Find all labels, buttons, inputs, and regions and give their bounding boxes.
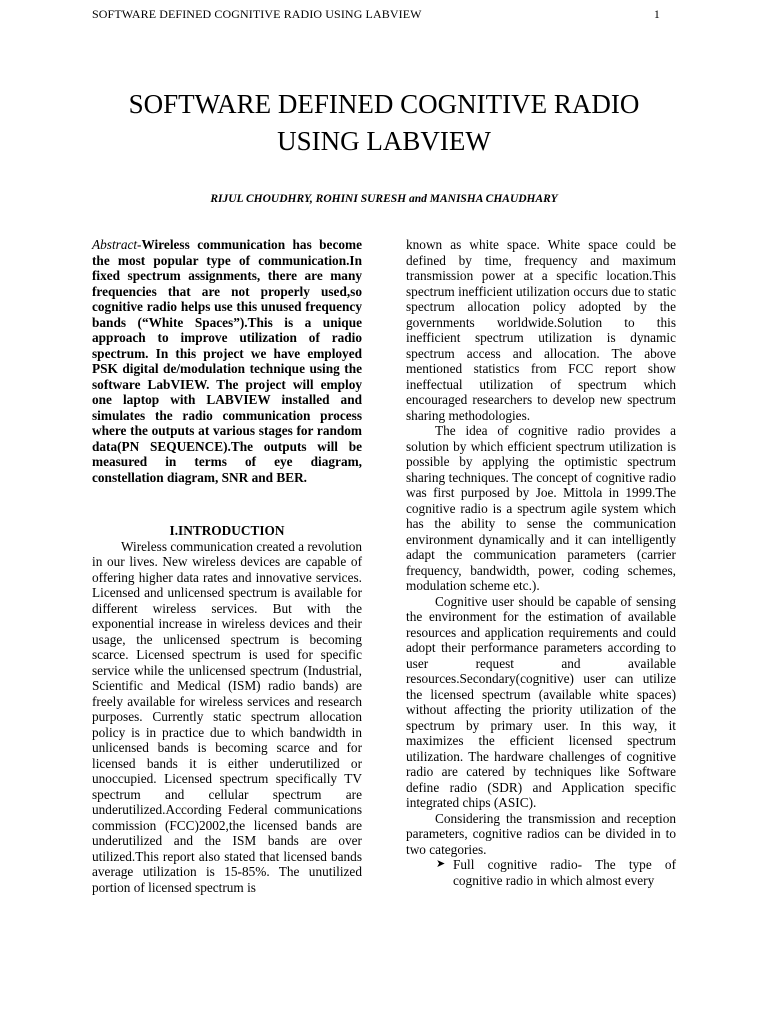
- intro-paragraph-2: The idea of cognitive radio provides a solution by which efficient spectrum utilization is possible by applying the optimistic spectrum sharing techniques. The concept of cognitive radio was first purposed by Joe. Mittola in 1999.The cognitive radio is a spectrum agile system which has the ability to sense the communication environment dynamically and it can intelligently adapt the communication parameters (carrier frequency, bandwidth, power, coding schemes, modulation scheme etc.).: [406, 423, 676, 593]
- running-title: SOFTWARE DEFINED COGNITIVE RADIO USING LABVIEW: [92, 7, 422, 21]
- intro-paragraph-1: Wireless communication created a revolution in our lives. New wireless devices are capable of offering higher data rates and innovative services. Licensed and unlicensed spectrum is available for different wireless services. But with the exponential increase in wireless devices and their usage, the unlicensed spectrum is becoming scarce. Licensed spectrum is used for specific service while the unlicensed spectrum (Industrial, Scientific and Medical (ISM) radio bands) are freely available for wireless services and research purposes. Currently static spectrum allocation policy is in practice due to which bandwidth in unlicensed bands is becoming scarce and for licensed bands it is either underutilized or unoccupied. Licensed spectrum specifically TV spectrum and cellular spectrum are underutilized.According Federal communications commission (FCC)2002,the licensed bands are underutilized and the ISM bands are over utilized.This report also stated that licensed bands average utilization is 15-85%. The unutilized portion of licensed spectrum is: [92, 538, 362, 895]
- intro-paragraph-4: Considering the transmission and reception parameters, cognitive radios can be divided in to two categories.: [406, 810, 676, 857]
- abstract-label: Abstract-: [92, 237, 142, 252]
- abstract-text: Wireless communication has become the most popular type of communication.In fixed spectrum assignments, there are many frequencies that are not properly used,so cognitive radio helps use this unused frequency bands (“White Spaces”).This is a unique approach to improve utilization of radio spectrum. In this project we have employed PSK digital de/modulation technique using the software LabVIEW. The project will employ one laptop with LABVIEW installed and simulates the radio communication process where the outputs at various stages for random data(PN SEQUENCE).The outputs will be measured in terms of eye diagram, constellation diagram, SNR and BER.: [92, 237, 362, 485]
- running-header: [92, 7, 660, 22]
- page-number: 1: [653, 7, 660, 21]
- paper-title-line2: USING LABVIEW: [277, 126, 491, 156]
- bullet-item-text: Full cognitive radio- The type of cognitive radio in which almost every: [453, 857, 676, 888]
- section-heading-introduction: I.INTRODUCTION: [169, 523, 285, 538]
- paper-authors: RIJUL CHOUDHRY, ROHINI SURESH and MANISHA CHAUDHARY: [210, 193, 558, 205]
- intro-paragraph-1-continued: known as white space. White space could be defined by time, frequency and maximum transmission power at a specific location.This spectrum inefficient utilization occurs due to static spectrum allocation policy adopted by the governments worldwide.Solution to this inefficient spectrum utilization is dynamic spectrum access and allocation. The above mentioned statistics from FCC report show ineffectual utilization of spectrum which encouraged researchers to develop new spectrum sharing methodologies.: [406, 237, 676, 423]
- intro-paragraph-3: Cognitive user should be capable of sensing the environment for the estimation of available resources and application requirements and could adopt their performance parameters according to user request and available resources.Secondary(cognitive) user can utilize the licensed spectrum (available white spaces) without affecting the priority utilization of the spectrum by primary user. In this way, it maximizes the efficient licensed spectrum utilization. The hardware challenges of cognitive radio are catered by techniques like Software define radio (SDR) and Application specific integrated chips (ASIC).: [406, 593, 676, 810]
- bullet-item-full-cognitive-radio: [406, 857, 676, 888]
- left-column: [92, 237, 362, 895]
- right-column: [406, 237, 676, 888]
- abstract: [92, 237, 362, 485]
- paper-title: [60, 86, 708, 160]
- paper-title-line1: SOFTWARE DEFINED COGNITIVE RADIO: [128, 89, 640, 119]
- arrowhead-bullet-icon: ➤: [436, 858, 446, 870]
